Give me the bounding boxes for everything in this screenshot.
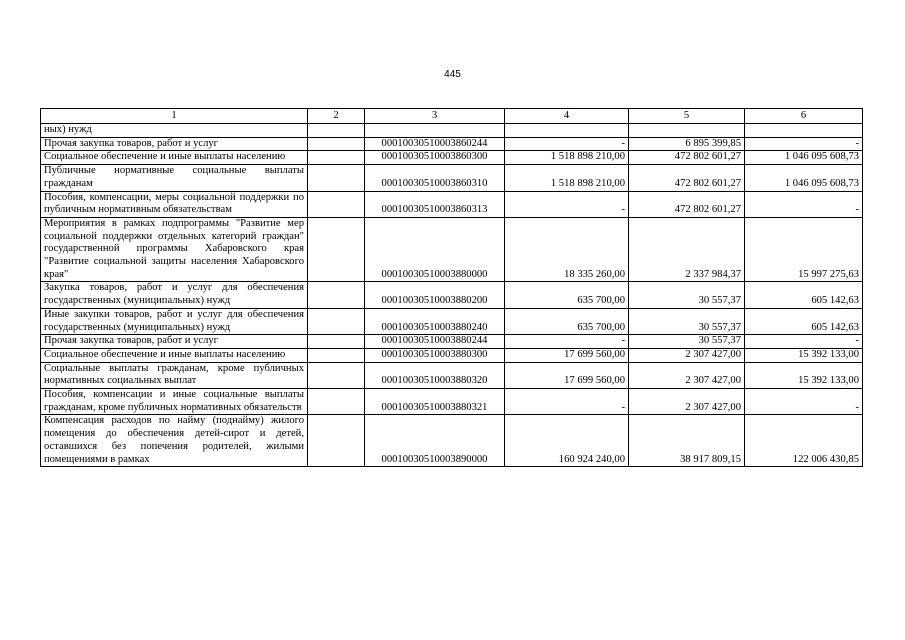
table-row [41, 308, 863, 334]
budget-table [40, 108, 863, 467]
row-name: ных) нужд [41, 124, 308, 138]
row-col2 [308, 165, 365, 191]
row-code: 00010030510003860300 [365, 151, 505, 165]
row-col2 [308, 137, 365, 151]
row-value-6 [745, 124, 863, 138]
row-value-5: 2 337 984,37 [629, 217, 745, 282]
row-code: 00010030510003860244 [365, 137, 505, 151]
row-name: Социальное обеспечение и иные выплаты населению [41, 151, 308, 165]
row-value-5: 472 802 601,27 [629, 191, 745, 217]
row-code: 00010030510003880000 [365, 217, 505, 282]
row-col2 [308, 124, 365, 138]
row-col2 [308, 389, 365, 415]
table-row [41, 282, 863, 308]
row-name: Социальное обеспечение и иные выплаты населению [41, 348, 308, 362]
row-value-5: 2 307 427,00 [629, 348, 745, 362]
row-name: Пособия, компенсации и иные социальные выплаты гражданам, кроме публичных нормативных обязательств [41, 389, 308, 415]
row-value-5: 30 557,37 [629, 335, 745, 349]
row-code: 00010030510003860310 [365, 165, 505, 191]
column-header-3: 3 [365, 109, 505, 124]
page-number: 445 [444, 69, 461, 80]
header-row [41, 109, 863, 124]
column-header-6: 6 [745, 109, 863, 124]
row-name: Публичные нормативные социальные выплаты гражданам [41, 165, 308, 191]
row-value-4: 635 700,00 [505, 308, 629, 334]
row-value-4: 18 335 260,00 [505, 217, 629, 282]
row-value-6: 605 142,63 [745, 308, 863, 334]
row-value-6: - [745, 191, 863, 217]
column-header-1: 1 [41, 109, 308, 124]
row-code: 00010030510003880244 [365, 335, 505, 349]
row-value-6: 15 392 133,00 [745, 362, 863, 388]
row-value-6: 605 142,63 [745, 282, 863, 308]
row-name: Иные закупки товаров, работ и услуг для обеспечения государственных (муниципальных) нужд [41, 308, 308, 334]
row-value-5: 472 802 601,27 [629, 151, 745, 165]
table-row [41, 124, 863, 138]
row-value-6: 122 006 430,85 [745, 415, 863, 467]
row-value-5: 472 802 601,27 [629, 165, 745, 191]
table-row [41, 389, 863, 415]
row-value-4: - [505, 191, 629, 217]
row-value-5: 38 917 809,15 [629, 415, 745, 467]
row-col2 [308, 335, 365, 349]
column-header-4: 4 [505, 109, 629, 124]
table-row [41, 335, 863, 349]
row-name: Закупка товаров, работ и услуг для обеспечения государственных (муниципальных) нужд [41, 282, 308, 308]
row-value-5: 30 557,37 [629, 308, 745, 334]
row-value-6: 1 046 095 608,73 [745, 165, 863, 191]
row-code: 00010030510003890000 [365, 415, 505, 467]
row-value-4: - [505, 335, 629, 349]
row-code: 00010030510003880240 [365, 308, 505, 334]
row-value-4: - [505, 389, 629, 415]
table-row [41, 362, 863, 388]
row-code: 00010030510003880321 [365, 389, 505, 415]
row-value-4: 1 518 898 210,00 [505, 165, 629, 191]
table-row [41, 151, 863, 165]
row-value-4: 17 699 560,00 [505, 348, 629, 362]
row-col2 [308, 362, 365, 388]
table-row [41, 217, 863, 282]
row-value-4: - [505, 137, 629, 151]
row-value-4: 1 518 898 210,00 [505, 151, 629, 165]
row-value-5: 2 307 427,00 [629, 389, 745, 415]
column-header-5: 5 [629, 109, 745, 124]
row-name: Пособия, компенсации, меры социальной поддержки по публичным нормативным обязательствам [41, 191, 308, 217]
row-value-6: 1 046 095 608,73 [745, 151, 863, 165]
row-col2 [308, 415, 365, 467]
row-value-5: 30 557,37 [629, 282, 745, 308]
row-code: 00010030510003880300 [365, 348, 505, 362]
table-row [41, 348, 863, 362]
row-code [365, 124, 505, 138]
row-name: Мероприятия в рамках подпрограммы "Развитие мер социальной поддержки отдельных категорий граждан" государственной программы Хабаровского края "Развитие социальной защиты населения Хабаровского края" [41, 217, 308, 282]
row-value-6: - [745, 137, 863, 151]
table-row [41, 191, 863, 217]
row-col2 [308, 191, 365, 217]
row-code: 00010030510003880200 [365, 282, 505, 308]
row-col2 [308, 348, 365, 362]
row-col2 [308, 282, 365, 308]
row-value-5: 6 895 399,85 [629, 137, 745, 151]
row-value-6: 15 392 133,00 [745, 348, 863, 362]
row-value-5: 2 307 427,00 [629, 362, 745, 388]
row-col2 [308, 151, 365, 165]
column-header-2: 2 [308, 109, 365, 124]
row-code: 00010030510003860313 [365, 191, 505, 217]
row-name: Прочая закупка товаров, работ и услуг [41, 137, 308, 151]
table-row [41, 165, 863, 191]
row-value-4: 17 699 560,00 [505, 362, 629, 388]
row-value-4 [505, 124, 629, 138]
row-value-5 [629, 124, 745, 138]
table-row [41, 415, 863, 467]
row-col2 [308, 217, 365, 282]
row-value-4: 160 924 240,00 [505, 415, 629, 467]
row-value-4: 635 700,00 [505, 282, 629, 308]
row-name: Прочая закупка товаров, работ и услуг [41, 335, 308, 349]
row-name: Компенсация расходов по найму (поднайму) жилого помещения до обеспечения детей-сирот и детей, оставшихся без попечения родителей, жилыми помещениями в рамках [41, 415, 308, 467]
table-row [41, 137, 863, 151]
row-name: Социальные выплаты гражданам, кроме публичных нормативных социальных выплат [41, 362, 308, 388]
row-code: 00010030510003880320 [365, 362, 505, 388]
row-col2 [308, 308, 365, 334]
row-value-6: 15 997 275,63 [745, 217, 863, 282]
row-value-6: - [745, 389, 863, 415]
row-value-6: - [745, 335, 863, 349]
